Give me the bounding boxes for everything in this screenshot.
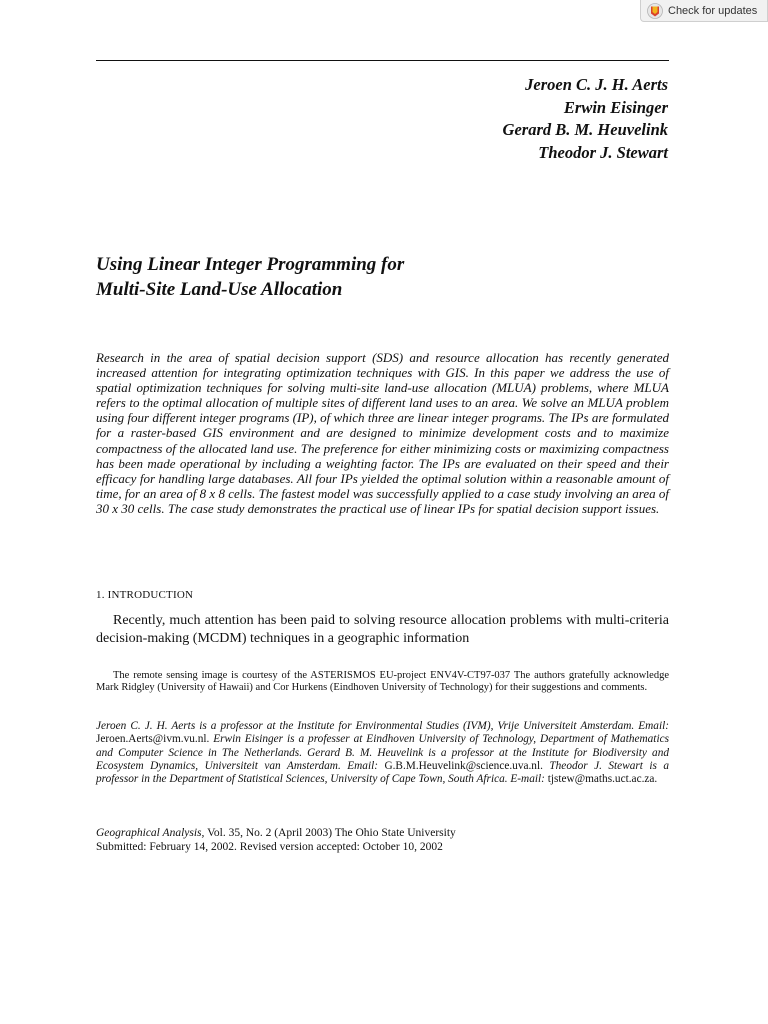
crossmark-icon <box>647 3 663 19</box>
author-list <box>503 74 668 164</box>
check-for-updates-label: Check for updates <box>668 4 758 17</box>
author-name: Theodor J. Stewart <box>538 142 668 162</box>
author-name: Erwin Eisinger <box>563 97 668 117</box>
submission-dates: Submitted: February 14, 2002. Revised version accepted: October 10, 2002 <box>96 841 443 853</box>
check-for-updates-button[interactable] <box>640 0 768 22</box>
abstract: Research in the area of spatial decision support (SDS) and resource allocation has recently generated increased attention for integrating optimization techniques with GIS. In this paper we address the use of spatial optimization techniques for solving multi-site land-use allocation (MLUA) problems, where MLUA refers to the optimal allocation of multiple sites of different land uses to an area. We solve an MLUA problem using four different integer programs (IP), of which three are linear integer programs. The IPs are formulated for a raster-based GIS environment and are designed to minimize development costs and to maximize compactness of the allocated land use. The preference for either minimizing costs or maximizing compactness has been made operational by including a weighting factor. The IPs are evaluated on their speed and their efficacy for handling large databases. All four IPs yielded the optimal solution within a reasonable amount of time, for an area of 8 x 8 cells. The fastest model was successfully applied to a case study involving an area of 30 x 30 cells. The case study demonstrates the practical use of linear IPs for spatial decision support issues. <box>96 350 669 516</box>
title-line: Multi-Site Land-Use Allocation <box>96 279 343 300</box>
author-name: Gerard B. M. Heuvelink <box>502 120 668 139</box>
title-line: Using Linear Integer Programming for <box>96 254 405 275</box>
section-heading: 1. INTRODUCTION <box>96 589 194 601</box>
affiliation-text: Erwin Eisinger is a professer at Eindhoven University of Technology, Department of Mathematics and Computer Science in The Netherlands. Gerard B. M. Heuvelink is a professor at the Institute for Biodiversity and Ecosystem Dynamics, Universiteit van Amsterdam. Email: <box>96 733 669 772</box>
affiliation-text: Theodor J. Stewart is a professor in the Department of Statistical Sciences, University of Cape Town, South Africa. E-mail: <box>96 759 669 786</box>
author-name: Jeroen C. J. H. Aerts <box>525 75 668 94</box>
journal-info <box>96 826 669 854</box>
acknowledgement-note: The remote sensing image is courtesy of the ASTERISMOS EU-project ENV4V-CT97-037 The authors gratefully acknowledge Mark Ridgley (University of Hawaii) and Cor Hurkens (Eindhoven University of Technology) for their suggestions and comments. <box>96 670 669 693</box>
journal-details: Vol. 35, No. 2 (April 2003) The Ohio State University <box>204 827 456 839</box>
top-rule <box>96 60 669 61</box>
affiliation-email: G.B.M.Heuvelink@science.uva.nl. <box>384 759 550 772</box>
affiliation-email: tjstew@maths.uct.ac.za. <box>547 773 658 786</box>
paper-title <box>96 252 656 302</box>
author-affiliations <box>96 720 669 786</box>
affiliation-text: Jeroen C. J. H. Aerts is a professor at the Institute for Environmental Studies (IVM), Vrije Universiteit Amsterdam. Email: <box>96 720 669 732</box>
intro-paragraph: Recently, much attention has been paid to solving resource allocation problems with multi-criteria decision-making (MCDM) techniques in a geographic information <box>96 613 669 646</box>
journal-name: Geographical Analysis, <box>96 827 205 839</box>
affiliation-email: Jeroen.Aerts@ivm.vu.nl. <box>96 733 214 746</box>
